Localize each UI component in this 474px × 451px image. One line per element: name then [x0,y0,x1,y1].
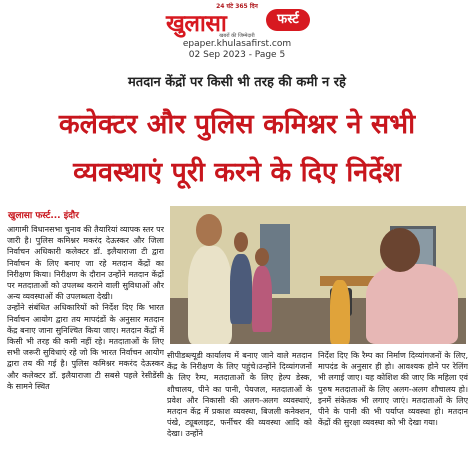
article-paragraph: निर्देश दिए कि रैम्प का निर्माण दिव्यांगजनों के लिए, मापदंड के अनुसार ही हो। आवश्यक होने पर रेलिंग भी लगाई जाए। यह कोशिश की जाए कि महिला एवं पुरुष मतदाताओं के लिए अलग-अलग शौचालय हो। इनमें संकेतक भी लगाए जाएं। मतदाताओं के लिए पीने के पानी की भी पर्याप्त व्यवस्था हो। मतदान केंद्रों की सुरक्षा व्यवस्था को भी देखा गया। [318,351,468,428]
article-column-middle [167,350,312,448]
photo-person-head [380,228,420,272]
logo-subtitle: खबरों की जिम्मेदारी [219,33,255,39]
photo-person [330,280,350,344]
inspection-photo [170,206,466,344]
photo-person [188,246,232,344]
article-kicker: मतदान केंद्रों पर किसी भी तरह की कमी न रहे [128,75,346,90]
logo-wordmark: खुलासा [166,11,227,37]
article-byline: खुलासा फर्स्ट... इंदौर [8,211,79,221]
logo-badge: फर्स्ट [266,9,310,31]
article-column-left [7,224,164,448]
article-headline-line2: व्यवस्थाएं पूरी करने के दिए निर्देश [73,157,401,188]
article-headline-line1: कलेक्टर और पुलिस कमिश्नर ने सभी [58,109,416,140]
photo-person [252,266,272,332]
article-column-right [318,350,468,448]
photo-person-head [196,214,222,246]
article-paragraph: उन्होंने संबंधित अधिकारियों को निर्देश दिए कि भारत निर्वाचन आयोग द्वारा तय मापदंडों के अनुसार मतदान केंद्र बनाए जाना सुनिश्चित किया जाए। मतदान केंद्रों में किसी भी तरह की कमी नहीं रहे। मतदाताओं के लिए सभी जरूरी सुविधाएं रहे जो कि भारत निर्वाचन आयोग द्वारा तय की गई है। पुलिस कमिश्नर मकरंद देऊस्कर और कलेक्टर डॉ. इलैयाराजा टी सबसे पहले रेसीडेंसी के सामने स्थित [7,303,164,391]
issue-date: 02 Sep 2023 - Page 5 [188,50,286,60]
photo-person [366,264,458,344]
photo-person-head [234,232,248,252]
masthead-tagline: 24 घंटे 365 दिन [216,3,258,10]
masthead [0,0,474,62]
photo-person-head [255,248,269,266]
photo-person [230,254,252,324]
article-paragraph: आगामी विधानसभा चुनाव की तैयारियां व्यापक स्तर पर जारी है। पुलिस कमिश्नर मकरंद देऊस्कर और जिला निर्वाचन अधिकारी कलेक्टर डॉ. इलैयाराजा टी द्वारा निर्वाचन के लिए बनाए जा रहे मतदान केंद्रों का निरीक्षण किया। निरीक्षण के दौरान उन्होंने मतदान केंद्रों पर मतदाताओं को उपलब्ध कराने वाली सुविधाओं और अन्य व्यवस्थाओं की उपलब्धता देखी। [7,225,164,302]
article-paragraph: सीपीडब्ल्यूडी कार्यालय में बनाए जाने वाले मतदान केंद्र के निरीक्षण के लिए पहुंचे।उन्होंने दिव्यांगजनों के लिए रैम्प, मतदाताओं के लिए हेल्प डेस्क, शौचालय, पीने का पानी, पेयजल, मतदाताओं के प्रवेश और निकासी की अलग-अलग व्यवस्थाएं, मतदान केंद्र में प्रकाश व्यवस्था, बिजली कनेक्शन, पंखे, ट्यूबलाइट, फर्नीचर की व्यवस्था आदि को देखा। उन्होंने [167,351,312,439]
epaper-url[interactable]: epaper.khulasafirst.com [182,39,292,49]
